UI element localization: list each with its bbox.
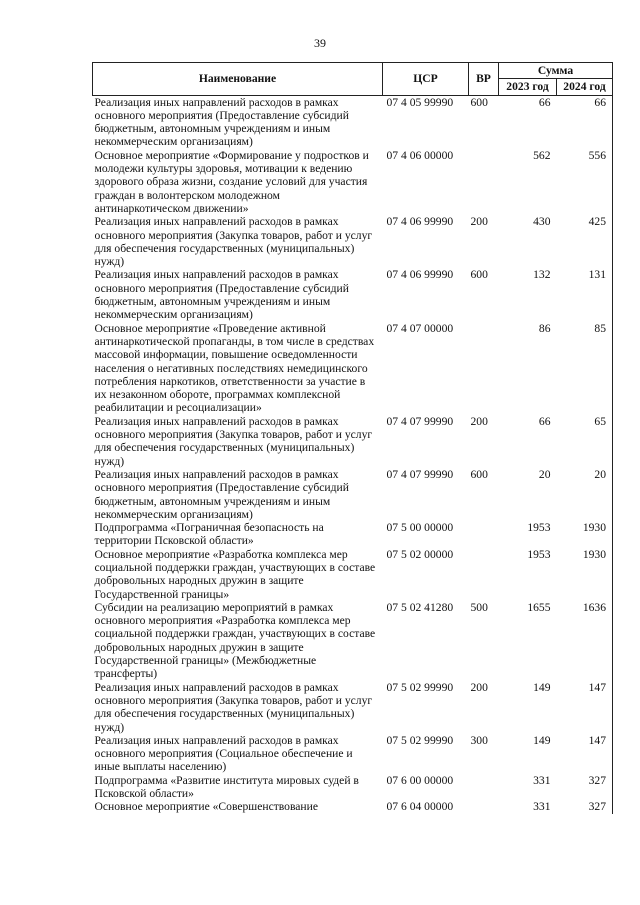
row-sum-2024: 1930 <box>557 548 613 601</box>
row-csr: 07 6 04 00000 <box>386 800 454 814</box>
budget-table <box>92 62 613 814</box>
table-row <box>93 681 613 734</box>
row-sum-2023: 1953 <box>527 547 551 561</box>
row-csr: 07 4 07 00000 <box>386 321 454 335</box>
table-row <box>93 215 613 268</box>
row-csr: 07 6 00 00000 <box>386 773 454 787</box>
row-vr: 300 <box>470 733 488 747</box>
row-vr: 500 <box>470 600 488 614</box>
table-row <box>93 734 613 774</box>
row-csr: 07 5 02 41280 <box>386 600 454 614</box>
table-row <box>93 601 613 681</box>
table-body <box>93 95 613 814</box>
row-csr: 07 4 06 00000 <box>386 148 454 162</box>
row-name: Основное мероприятие «Проведение активной антинаркотической пропаганды, в том числе в средствах массовой информации, повышение осведомленности населения о негативных последствиях немедицинского потребления наркотиков, ответственности за участие в их незаконном обороте, программах комплексной реабилитации и ресоциализации» <box>94 321 375 415</box>
row-vr: 200 <box>470 215 488 229</box>
table-row <box>93 268 613 321</box>
row-sum-2024: 147 <box>557 681 613 734</box>
row-vr <box>469 521 499 548</box>
header-csr: ЦСР <box>383 63 469 96</box>
row-sum-2024: 1930 <box>557 521 613 548</box>
row-name: Реализация иных направлений расходов в рамках основного мероприятия (Закупка товаров, работ и услуг для обеспечения государственных (муниципальных) нужд) <box>94 414 373 468</box>
row-sum-2023: 66 <box>538 95 551 109</box>
header-year-2023: 2023 год <box>499 79 557 95</box>
row-sum-2023: 430 <box>533 215 551 229</box>
row-name: Реализация иных направлений расходов в рамках основного мероприятия (Предоставление субсидий бюджетным, автономным учреждениям и иным некоммерческим организациям) <box>94 95 349 149</box>
row-vr: 600 <box>470 467 488 481</box>
row-sum-2023: 562 <box>533 148 551 162</box>
row-sum-2023: 331 <box>533 800 551 814</box>
table-row <box>93 548 613 601</box>
row-name: Основное мероприятие «Разработка комплекса мер социальной поддержки граждан, участвующих в составе добровольных народных дружин в защите Государственной границы» <box>94 547 376 601</box>
row-vr <box>469 774 499 801</box>
row-sum-2023: 331 <box>533 773 551 787</box>
row-name: Субсидии на реализацию мероприятий в рамках основного мероприятия «Разработка комплекса мер социальной поддержки граждан, участвующих в составе добровольных народных дружин в защите Государственной границы» (Межбюджетные трансферты) <box>94 600 376 681</box>
row-csr: 07 4 06 99990 <box>386 268 454 282</box>
row-name: Реализация иных направлений расходов в рамках основного мероприятия (Предоставление субсидий бюджетным, автономным учреждениям и иным некоммерческим организациям) <box>94 467 349 521</box>
row-sum-2023: 20 <box>538 467 551 481</box>
table-row <box>93 149 613 215</box>
row-name: Реализация иных направлений расходов в рамках основного мероприятия (Предоставление субсидий бюджетным, автономным учреждениям и иным некоммерческим организациям) <box>94 268 349 322</box>
header-vr: ВР <box>469 63 499 96</box>
row-sum-2024: 66 <box>557 95 613 149</box>
table-row <box>93 468 613 521</box>
row-sum-2023: 149 <box>533 733 551 747</box>
row-csr: 07 5 02 99990 <box>386 680 454 694</box>
row-sum-2023: 149 <box>533 680 551 694</box>
header-year-2024: 2024 год <box>557 79 613 95</box>
row-csr: 07 4 05 99990 <box>386 95 454 109</box>
row-csr: 07 5 00 00000 <box>386 521 454 535</box>
row-name: Основное мероприятие «Совершенствование <box>94 800 318 814</box>
row-vr <box>469 800 499 813</box>
table-row <box>93 95 613 149</box>
table-row <box>93 415 613 468</box>
row-csr: 07 4 07 99990 <box>386 467 454 481</box>
row-vr: 600 <box>470 95 488 109</box>
row-sum-2024: 20 <box>557 468 613 521</box>
row-sum-2023: 86 <box>538 321 551 335</box>
row-name: Основное мероприятие «Формирование у подростков и молодежи культуры здоровья, мотивации к ведению здорового образа жизни, создание условий для участия граждан в волонтерском молодежном антинаркотическом движении» <box>94 148 369 215</box>
row-sum-2024: 327 <box>557 800 613 813</box>
table-row <box>93 322 613 415</box>
row-name: Подпрограмма «Развитие института мировых судей в Псковской области» <box>94 773 359 801</box>
table-row <box>93 774 613 801</box>
table-row <box>93 800 613 813</box>
row-sum-2023: 1655 <box>527 600 551 614</box>
row-name: Реализация иных направлений расходов в рамках основного мероприятия (Закупка товаров, работ и услуг для обеспечения государственных (муниципальных) нужд) <box>94 215 373 269</box>
row-sum-2023: 1953 <box>527 521 551 535</box>
row-sum-2023: 132 <box>533 268 551 282</box>
row-csr: 07 4 07 99990 <box>386 414 454 428</box>
row-name: Подпрограмма «Пограничная безопасность на территории Псковской области» <box>94 521 324 548</box>
row-sum-2024: 327 <box>557 774 613 801</box>
page-number: 39 <box>314 36 326 50</box>
row-sum-2024: 147 <box>557 734 613 774</box>
row-vr: 200 <box>470 680 488 694</box>
header-sum: Сумма <box>499 63 613 79</box>
row-vr <box>469 548 499 601</box>
row-sum-2024: 65 <box>557 415 613 468</box>
row-name: Реализация иных направлений расходов в рамках основного мероприятия (Закупка товаров, работ и услуг для обеспечения государственных (муниципальных) нужд) <box>94 680 373 734</box>
row-vr <box>469 322 499 415</box>
row-csr: 07 5 02 00000 <box>386 547 454 561</box>
row-sum-2024: 425 <box>557 215 613 268</box>
row-sum-2024: 556 <box>557 149 613 215</box>
row-sum-2024: 85 <box>557 322 613 415</box>
row-csr: 07 4 06 99990 <box>386 215 454 229</box>
row-vr: 600 <box>470 268 488 282</box>
row-sum-2023: 66 <box>538 414 551 428</box>
row-vr: 200 <box>470 414 488 428</box>
table-row <box>93 521 613 548</box>
row-sum-2024: 1636 <box>557 601 613 681</box>
header-name: Наименование <box>93 63 383 96</box>
row-name: Реализация иных направлений расходов в рамках основного мероприятия (Социальное обеспечение и иные выплаты населению) <box>94 733 353 774</box>
row-csr: 07 5 02 99990 <box>386 733 454 747</box>
table-header <box>93 63 613 96</box>
row-sum-2024: 131 <box>557 268 613 321</box>
row-vr <box>469 149 499 215</box>
